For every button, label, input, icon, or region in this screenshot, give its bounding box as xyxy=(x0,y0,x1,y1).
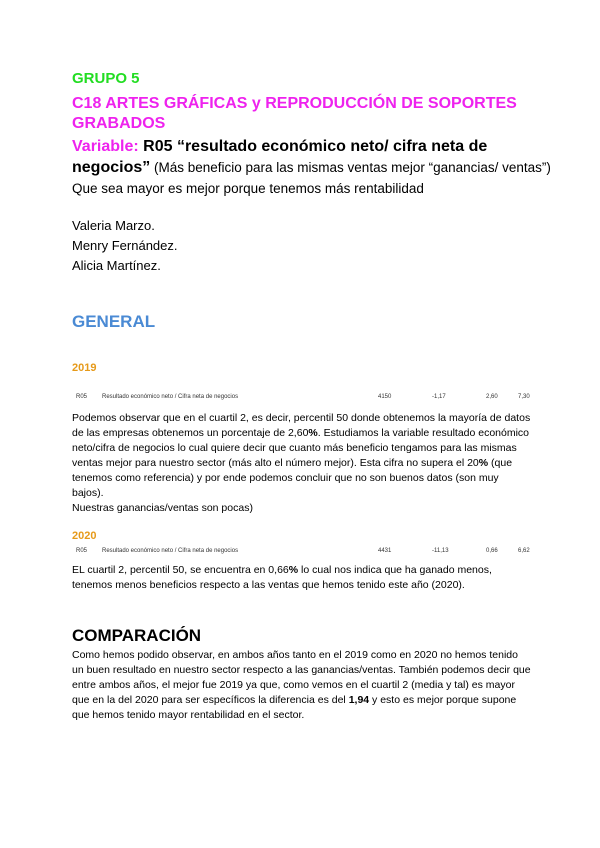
course-title: C18 ARTES GRÁFICAS y REPRODUCCIÓN DE SOPORTES GRABADOS xyxy=(72,95,517,132)
row-label: Resultado económico neto / Cifra neta de negocios xyxy=(102,548,239,554)
row-n: 4150 xyxy=(378,394,392,400)
section-heading-comparison: COMPARACIÓN xyxy=(72,626,202,645)
row-q3: 6,62 xyxy=(518,548,530,554)
row-q1: -11,13 xyxy=(432,548,449,554)
year-label-2019: 2019 xyxy=(72,362,97,374)
paragraph-2019: Podemos observar que en el cuartil 2, es decir, percentil 50 donde obtenemos la mayoría de datos de las empresas obtenemos un porcentaje de 2,60%. Estudiamos la variable resultado económico neto/cifra de negocios lo cual quiere decir que cuanto más beneficio tengamos para las mismas ventas mejor para nuestro sector (más alto el número mejor). Esta cifra no supera el 20% (que tenemos como referencia) y por ende podemos concluir que no son buenos datos (son muy bajos). Nuestras ganancias/ventas son pocas) xyxy=(72,412,531,514)
section-heading-general: GENERAL xyxy=(72,312,156,331)
row-q2: 2,60 xyxy=(486,394,498,400)
row-n: 4431 xyxy=(378,548,392,554)
data-row-2020 xyxy=(72,548,532,560)
variable-label: Variable: xyxy=(72,138,139,155)
author-list xyxy=(72,216,178,276)
row-code: R05 xyxy=(76,548,88,554)
group-title: GRUPO 5 xyxy=(72,70,140,87)
variable-line xyxy=(72,136,552,199)
row-label: Resultado económico neto / Cifra neta de negocios xyxy=(102,394,239,400)
paragraph-comparison: Como hemos podido observar, en ambos años tanto en el 2019 como en 2020 no hemos tenido un buen resultado en nuestro sector respecto a las ganancias/ventas. También podemos decir que entre ambos años, el mejor fue 2019 ya que, como vemos en el cuartil 2 (media y tal) es mayor que en la del 2020 para ser específicos la diferencia es del 1,94 y esto es mejor porque supone que hemos tenido mayor rentabilidad en el sector. xyxy=(72,649,531,721)
data-row-2019 xyxy=(72,394,532,406)
author-name: Alicia Martínez. xyxy=(72,258,161,273)
row-code: R05 xyxy=(76,394,88,400)
variable-name: R05 “resultado económico neto/ cifra neta de negocios” xyxy=(72,138,488,176)
row-q2: 0,66 xyxy=(486,548,498,554)
author-name: Valeria Marzo. xyxy=(72,218,155,233)
row-q1: -1,17 xyxy=(432,394,446,400)
paragraph-2020: EL cuartil 2, percentil 50, se encuentra en 0,66% lo cual nos indica que ha ganado menos, tenemos menos beneficios respecto a las ventas que hemos tenido este año (2020). xyxy=(72,564,492,591)
year-label-2020: 2020 xyxy=(72,530,97,542)
row-q3: 7,30 xyxy=(518,394,530,400)
author-name: Menry Fernández. xyxy=(72,238,178,253)
variable-note: (Más beneficio para las mismas ventas mejor “ganancias/ ventas”) Que sea mayor es mejor porque tenemos más rentabilidad xyxy=(72,160,551,196)
